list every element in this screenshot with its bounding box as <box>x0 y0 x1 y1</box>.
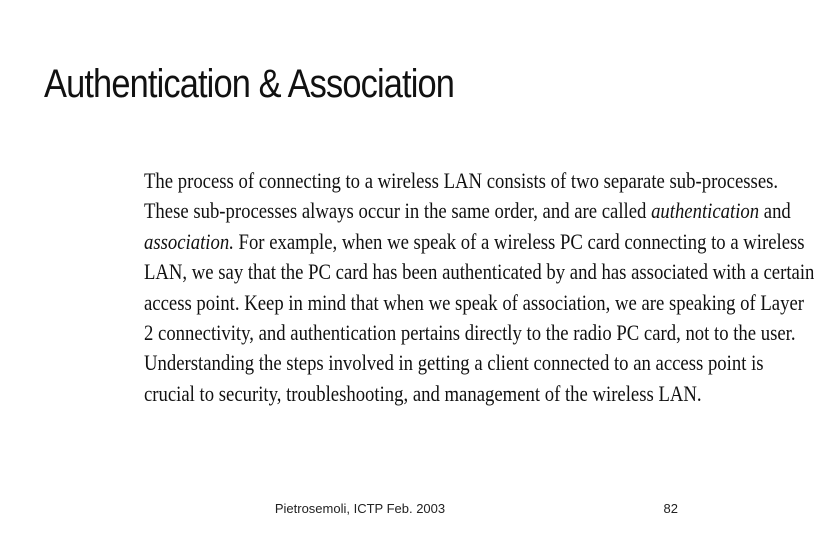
body-line <box>144 257 814 287</box>
body-text-segment: 2 connectivity, and authentication pertains directly to the radio PC card, not to the user. <box>144 320 796 346</box>
body-paragraph <box>144 166 814 409</box>
body-text-segment: crucial to security, troubleshooting, and management of the wireless LAN. <box>144 380 702 406</box>
body-text-segment: Understanding the steps involved in getting a client connected to an access point is <box>144 350 764 376</box>
slide-title: Authentication & Association <box>44 62 455 106</box>
body-text-segment: The process of connecting to a wireless LAN consists of two separate sub-processes. <box>144 168 779 193</box>
body-line <box>144 196 791 226</box>
page-number: 82 <box>663 501 678 516</box>
footer-source: Pietrosemoli, ICTP Feb. 2003 <box>274 501 446 516</box>
body-emphasis: authentication <box>651 198 760 224</box>
body-text-segment: access point. Keep in mind that when we speak of association, we are speaking of Layer <box>144 289 804 315</box>
body-line <box>144 318 796 348</box>
body-line <box>144 348 764 378</box>
body-text-segment: LAN, we say that the PC card has been authenticated by and has associated with a certain <box>144 259 814 285</box>
body-text-segment: For example, when we speak of a wireless PC card connecting to a wireless <box>233 228 805 254</box>
body-line <box>144 227 805 257</box>
body-line <box>144 288 804 318</box>
body-text-segment: These sub-processes always occur in the same order, and are called <box>144 198 652 224</box>
body-line <box>144 166 779 196</box>
body-line <box>144 379 702 409</box>
body-emphasis: association. <box>144 228 234 254</box>
body-text-segment: and <box>759 198 791 224</box>
